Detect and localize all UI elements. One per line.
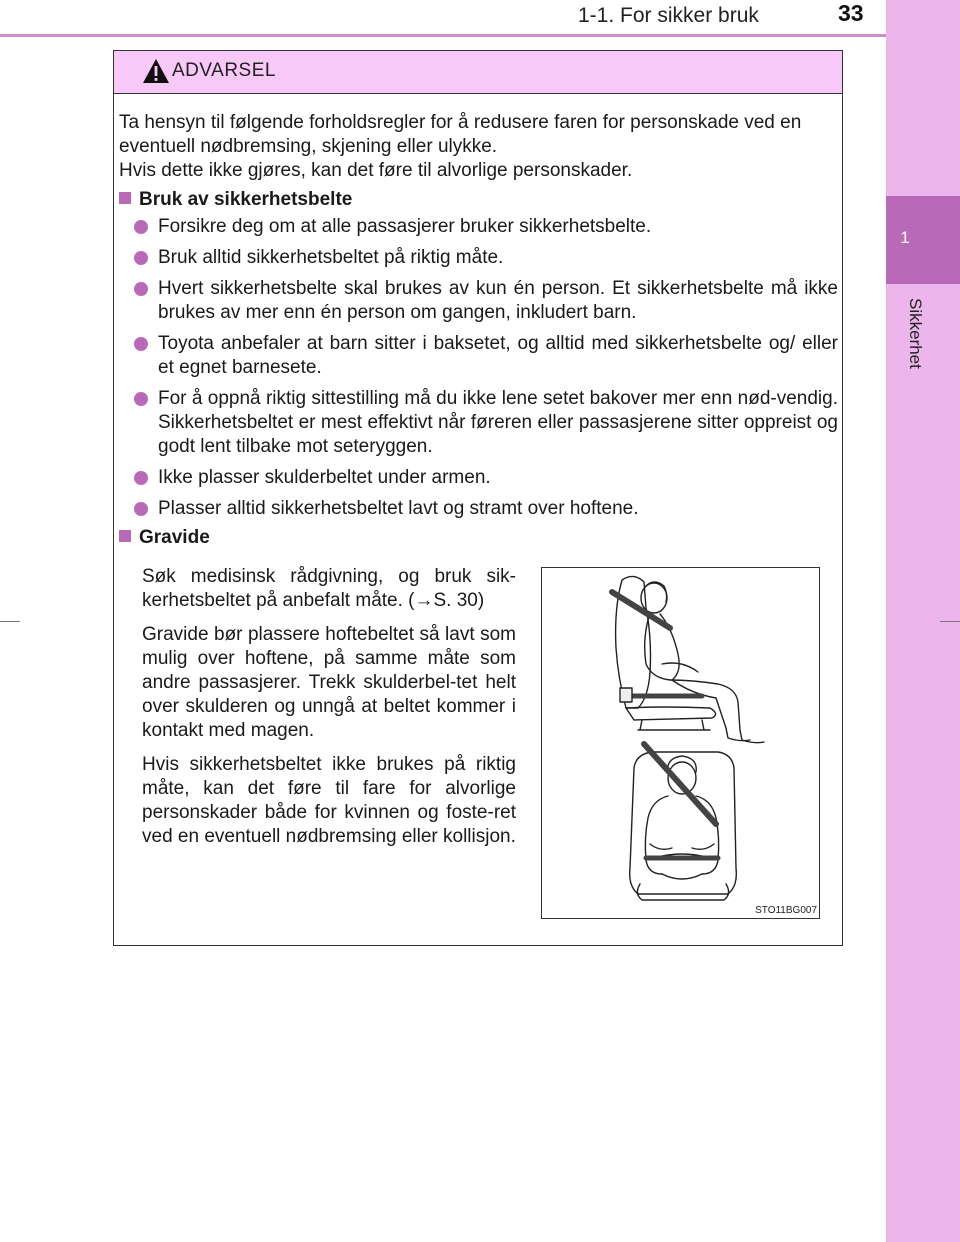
list-item-text: Ikke plasser skulderbeltet under armen. xyxy=(158,467,491,488)
illustration-drawing xyxy=(542,568,819,904)
circle-bullet-icon xyxy=(134,337,148,351)
section-heading-text: Gravide xyxy=(139,527,210,548)
crop-mark-right xyxy=(940,621,960,622)
list-item xyxy=(132,215,838,239)
warning-box xyxy=(113,50,843,946)
warning-intro xyxy=(119,111,834,183)
intro-line: Hvis dette ikke gjøres, kan det føre til alvorlige personskader. xyxy=(119,160,633,181)
square-bullet-icon xyxy=(119,192,131,204)
belt-rules-list xyxy=(132,215,838,528)
circle-bullet-icon xyxy=(134,282,148,296)
header-rule xyxy=(0,34,886,37)
circle-bullet-icon xyxy=(134,392,148,406)
circle-bullet-icon xyxy=(134,220,148,234)
list-item xyxy=(132,246,838,270)
illustration-code: STO11BG007 xyxy=(755,905,817,916)
chapter-label: Sikkerhet xyxy=(906,298,925,369)
list-item-text: Forsikre deg om at alle passasjerer bruker sikkerhetsbelte. xyxy=(158,216,652,237)
warning-triangle-icon xyxy=(142,58,170,84)
chapter-number: 1 xyxy=(900,228,910,247)
list-item xyxy=(132,497,838,521)
pregnant-seatbelt-illustration xyxy=(541,567,820,919)
page-number: 33 xyxy=(838,0,864,26)
list-item xyxy=(132,332,838,380)
paragraph: Hvis sikkerhetsbeltet ikke brukes på riktig måte, kan det føre til fare for alvorlige personskader både for kvinnen og foste-ret ved en eventuell nødbremsing eller kollisjon. xyxy=(142,754,516,847)
circle-bullet-icon xyxy=(134,471,148,485)
circle-bullet-icon xyxy=(134,502,148,516)
warning-header xyxy=(114,51,842,94)
pregnant-guidance xyxy=(142,565,516,859)
list-item-text: Toyota anbefaler at barn sitter i baksetet, og alltid med sikkerhetsbelte og/ eller et egnet barnesete. xyxy=(158,333,838,378)
square-bullet-icon xyxy=(119,530,131,542)
list-item-text: For å oppnå riktig sittestilling må du ikke lene setet bakover mer enn nød-vendig. Sikkerhetsbeltet er mest effektivt når føreren eller passasjerene sitter oppreist og godt lent tilbake mot seteryggen. xyxy=(158,388,838,457)
list-item-text: Bruk alltid sikkerhetsbeltet på riktig måte. xyxy=(158,247,504,268)
list-item-text: Hvert sikkerhetsbelte skal brukes av kun én person. Et sikkerhetsbelte må ikke brukes av mer enn én person om gangen, inkludert barn. xyxy=(158,278,838,323)
crop-mark-left xyxy=(0,621,20,622)
section-heading-pregnant xyxy=(119,526,210,550)
list-item xyxy=(132,466,838,490)
list-item xyxy=(132,277,838,325)
paragraph: Gravide bør plassere hoftebeltet så lavt som mulig over hoftene, på samme måte som andre passasjerer. Trekk skulderbel-tet helt over skulderen og unngå at beltet kommer i kontakt med magen. xyxy=(142,624,516,741)
section-heading-text: Bruk av sikkerhetsbelte xyxy=(139,189,353,210)
circle-bullet-icon xyxy=(134,251,148,265)
list-item-text: Plasser alltid sikkerhetsbeltet lavt og stramt over hoftene. xyxy=(158,498,639,519)
list-item xyxy=(132,387,838,459)
paragraph: Søk medisinsk rådgivning, og bruk sik-kerhetsbeltet på anbefalt måte. (→S. 30) xyxy=(142,566,516,611)
intro-line: Ta hensyn til følgende forholdsregler for å redusere faren for personskade ved en eventuell nødbremsing, skjening eller ulykke. xyxy=(119,112,802,157)
warning-title: ADVARSEL xyxy=(172,60,276,81)
section-heading-belt xyxy=(119,188,352,212)
section-title: 1-1. For sikker bruk xyxy=(578,4,759,27)
